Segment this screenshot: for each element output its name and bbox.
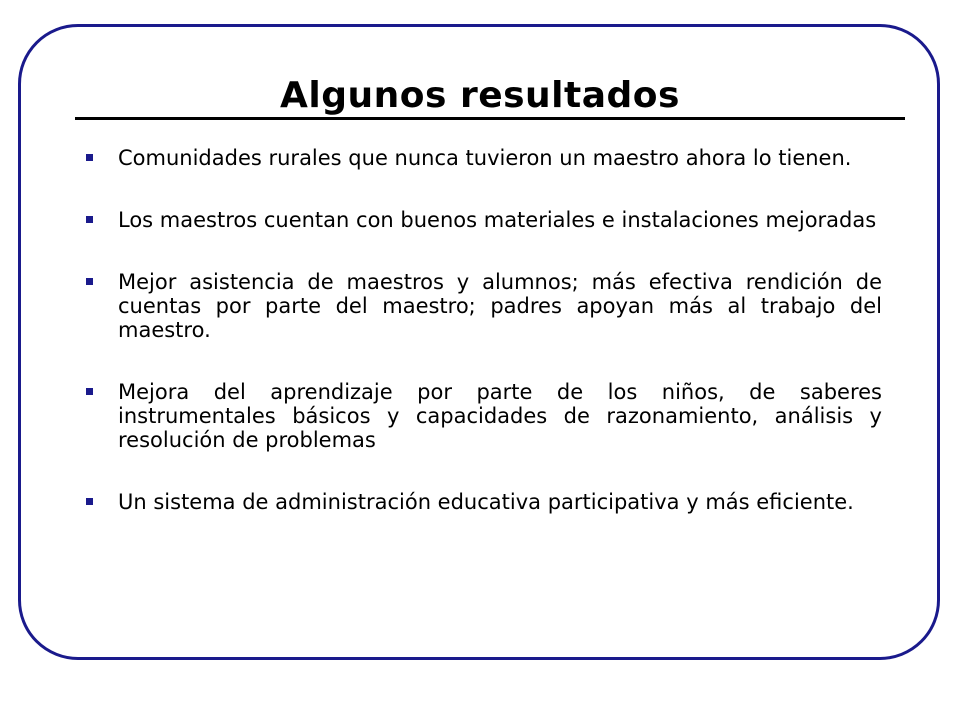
square-bullet-icon (86, 216, 93, 223)
bullet-item (86, 490, 882, 514)
square-bullet-icon (86, 388, 93, 395)
bullet-text: Comunidades rurales que nunca tuvieron un maestro ahora lo tienen. (118, 146, 852, 170)
bullet-text: Mejor asistencia de maestros y alumnos; más efectiva rendición de cuentas por parte del maestro; padres apoyan más al trabajo del maestro. (118, 270, 882, 342)
square-bullet-icon (86, 154, 93, 161)
bullet-item (86, 208, 882, 232)
bullet-item (86, 380, 882, 452)
title-underline (75, 117, 905, 120)
bullet-text: Mejora del aprendizaje por parte de los niños, de saberes instrumentales básicos y capacidades de razonamiento, análisis y resolución de problemas (118, 380, 882, 452)
bullet-item (86, 146, 882, 170)
square-bullet-icon (86, 278, 93, 285)
bullet-text: Los maestros cuentan con buenos materiales e instalaciones mejoradas (118, 208, 877, 232)
square-bullet-icon (86, 498, 93, 505)
slide-title: Algunos resultados (280, 75, 680, 116)
bullet-text: Un sistema de administración educativa participativa y más eficiente. (118, 490, 854, 514)
bullet-list (86, 146, 882, 514)
bullet-item (86, 270, 882, 342)
